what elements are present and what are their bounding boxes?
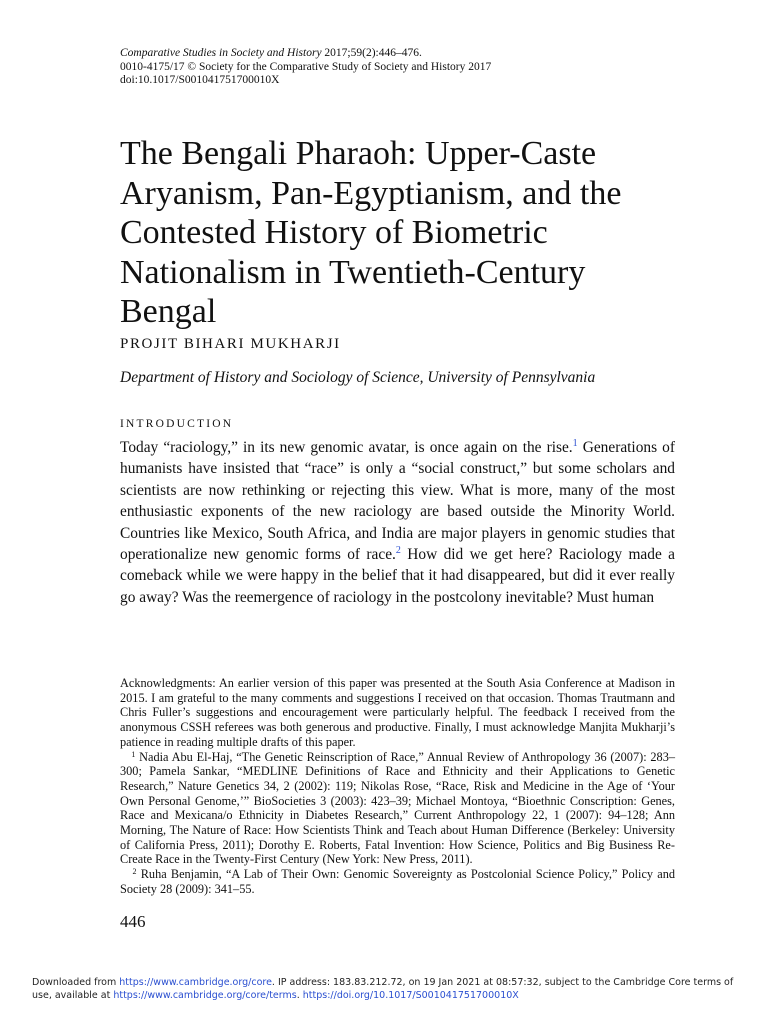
citation-line <box>120 47 491 61</box>
journal-header <box>120 47 491 88</box>
footnote-1 <box>120 750 675 868</box>
footnote-1-text: Nadia Abu El-Haj, “The Genetic Reinscription of Race,” Annual Review of Anthropology 36 (2007): 283–300; Pamela Sankar, “MEDLINE Definitions of Race and Ethnicity and their Applications to Genetic Research,” Nature Genetics 34, 2 (2002): 119; Nikolas Rose, “Race, Risk and Medicine in the Age of ‘Your Own Personal Genome,’” BioSocieties 3 (2003): 423–39; Michael Montoya, “Bioethnic Conscription: Genes, Race and Mexicana/o Ethnicity in Diabetes Research,” Current Anthropology 22, 1 (2007): 94–128; Ann Morning, The Nature of Race: How Scientists Think and Teach about Human Difference (Berkeley: University of California Press, 2011); Dorothy E. Roberts, Fatal Invention: How Science, Politics and Big Business Re-Create Race in the Twenty-First Century (New York: New Press, 2011). <box>120 749 675 867</box>
footnote-1-number: 1 <box>131 749 136 759</box>
page-number: 446 <box>120 912 146 931</box>
volume-pages: 2017;59(2):446–476. <box>321 47 422 59</box>
doi-link[interactable]: https://doi.org/10.1017/S001041751700010X <box>302 990 519 1001</box>
body-segment: Today “raciology,” in its new genomic avatar, is once again on the rise. <box>120 439 573 456</box>
acknowledgments: Acknowledgments: An earlier version of this paper was presented at the South Asia Conference at Madison in 2015. I am grateful to the many comments and suggestions I received on that occasion. Thomas Trautmann and Chris Fuller’s suggestions and encouragement were particularly helpful. The feedback I received from the anonymous CSSH referees was both generous and productive. Finally, I must acknowledge Manjita Mukharji’s patience in reading multiple drafts of this paper. <box>120 676 675 749</box>
footnotes <box>120 676 675 897</box>
author-name: PROJIT BIHARI MUKHARJI <box>120 336 341 352</box>
section-heading: INTRODUCTION <box>120 418 234 430</box>
terms-link[interactable]: https://www.cambridge.org/core/terms <box>113 990 297 1001</box>
footnote-2 <box>120 867 675 896</box>
body-segment: Generations of humanists have insisted that “race” is only a “social construct,” but some scholars and scientists are now rethinking or rejecting this view. What is more, many of the most enthusiastic exponents of the new raciology are based outside the Minority World. Countries like Mexico, South Africa, and India are major players in genomic studies that operationalize new genomic forms of race. <box>120 439 675 564</box>
download-text: Downloaded from <box>32 977 120 988</box>
download-text: . IP address: 183.83.212.72, on 19 Jan 2021 at 08:57:32, subject to the Cambridge Core terms of use, available at <box>32 977 734 1001</box>
footnote-2-number: 2 <box>132 867 137 877</box>
journal-name: Comparative Studies in Society and History <box>120 47 322 59</box>
article-title: The Bengali Pharaoh: Upper-Caste Aryanism, Pan-Egyptianism, and the Contested History of Biometric Nationalism in Twentieth-Century Bengal <box>120 135 622 330</box>
doi-line: doi:10.1017/S001041751700010X <box>120 74 280 86</box>
footnote-ref-1[interactable]: 1 <box>572 438 578 449</box>
footnote-ref-2[interactable]: 2 <box>395 545 401 557</box>
download-notice <box>32 976 752 1002</box>
author-affiliation: Department of History and Sociology of Science, University of Pennsylvania <box>120 369 596 386</box>
cambridge-core-link[interactable]: https://www.cambridge.org/core <box>119 977 272 988</box>
copyright-line: 0010-4175/17 © Society for the Comparative Study of Society and History 2017 <box>120 60 492 73</box>
intro-paragraph <box>120 437 675 608</box>
download-text: . <box>296 990 303 1001</box>
body-text <box>120 437 675 608</box>
body-segment: How did we get here? Raciology made a comeback while we were happy in the belief that it had disappeared, but did it ever really go away? Was the reemergence of raciology in the postcolony inevitable? Must human <box>120 546 675 606</box>
footnote-2-text: Ruha Benjamin, “A Lab of Their Own: Genomic Sovereignty as Postcolonial Science Policy,” Policy and Society 28 (2009): 341–55. <box>120 867 675 896</box>
